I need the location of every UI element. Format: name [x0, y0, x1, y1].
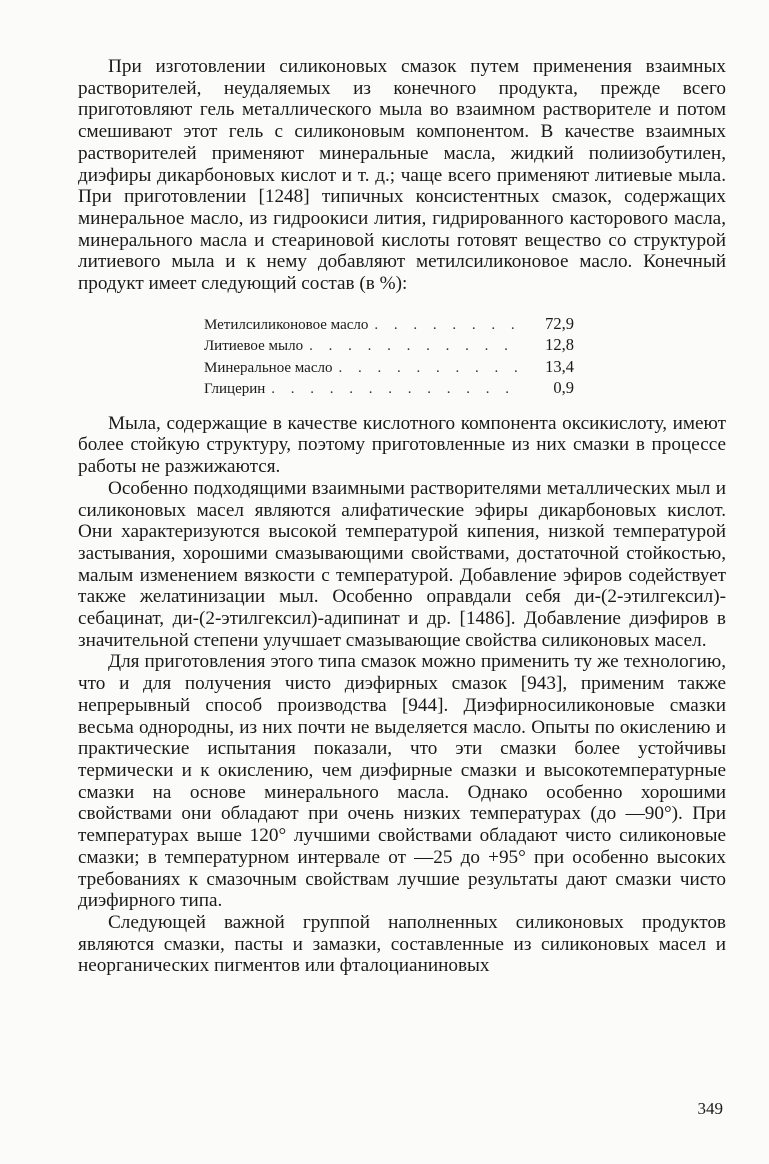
page-number: 349 — [697, 1099, 723, 1118]
composition-row — [204, 357, 574, 379]
component-name: Литиевое мыло — [204, 338, 304, 355]
body-text — [78, 56, 726, 977]
paragraph-1: При изготовлении силиконовых смазок путем применения взаимных растворителей, неудаляемых из конечного продукта, прежде всего приготовляют гель металлического мыла во взаимном растворителе и потом смешивают этот гель с силиконовым компонентом. В качестве взаимных растворителей применяют минеральные масла, жидкий полиизобутилен, диэфиры дикарбоновых кислот и т. д.; чаще всего применяют литиевые мыла. При приготовлении [1248] типичных консистентных смазок, содержащих минеральное масло, из гидроокиси лития, гидрированного касторового масла, минерального масла и стеариновой кислоты готовят вещество со структурой литиевого мыла и к нему добавляют метилсиликоновое масло. Конечный продукт имеет следующий состав (в %): — [78, 56, 726, 295]
composition-table — [78, 314, 574, 400]
leader-dots — [309, 338, 518, 355]
leader-dots — [271, 381, 518, 398]
leader-dots — [338, 360, 518, 377]
component-value: 13,4 — [545, 356, 574, 376]
component-value: 72,9 — [545, 313, 574, 333]
component-name: Минеральное масло — [204, 359, 333, 376]
component-name: Метилсиликоновое масло — [204, 316, 369, 333]
paragraph-2: Мыла, содержащие в качестве кислотного компонента оксикислоту, имеют более стойкую структуру, поэтому приготовленные из них смазки в процессе работы не разжижаются. — [78, 412, 726, 478]
composition-row — [204, 314, 574, 336]
component-value: 0,9 — [553, 378, 574, 398]
composition-row — [204, 335, 574, 357]
paragraph-4: Для приготовления этого типа смазок можно применить ту же технологию, что и для получения чисто диэфирных смазок [943], применим также непрерывный способ производства [944]. Диэфирносиликоновые смазки весьма однородны, из них почти не выделяется масло. Опыты по окислению и практические испытания показали, что эти смазки более устойчивы термически и к окислению, чем диэфирные смазки и высокотемпературные смазки на основе минерального масла. Однако особенно хорошими свойствами они обладают при очень низких температурах (до —90°). При температурах выше 120° лучшими свойствами обладают чисто силиконовые смазки; в температурном интервале от —25 до +95° при особенно высоких требованиях к смазочным свойствам лучшие результаты дают смазки чисто диэфирного типа. — [78, 651, 726, 912]
component-name: Глицерин — [204, 381, 266, 398]
paragraph-3: Особенно подходящими взаимными растворителями металлических мыл и силиконовых масел являются алифатические эфиры дикарбоновых кислот. Они характеризуются высокой температурой кипения, низкой температурой застывания, хорошими смазывающими свойствами, достаточной стойкостью, малым изменением вязкости с температурой. Добавление эфиров содействует также желатинизации мыл. Особенно оправдали себя ди-(2-этилгексил)-себацинат, ди-(2-этилгексил)-адипинат и др. [1486]. Добавление диэфиров в значительной степени улучшает смазывающие свойства силиконовых масел. — [78, 477, 726, 651]
paragraph-5: Следующей важной группой наполненных силиконовых продуктов являются смазки, пасты и замазки, составленные из силиконовых масел и неорганических пигментов или фталоцианиновых — [78, 911, 726, 977]
leader-dots — [374, 317, 518, 334]
component-value: 12,8 — [545, 335, 574, 355]
composition-row — [204, 378, 574, 400]
